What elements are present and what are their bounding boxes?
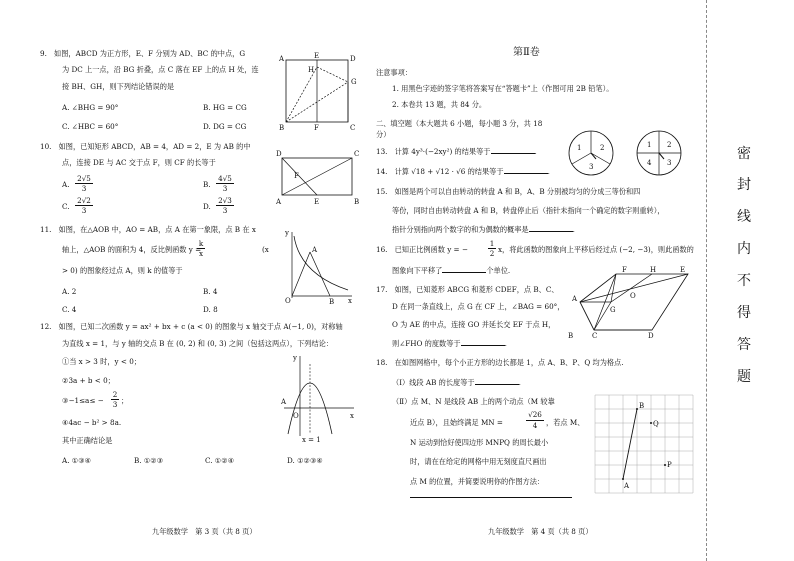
section-title: 第Ⅱ卷 [513, 47, 540, 58]
q12-s4: ④4ac − b² > 8a. [62, 418, 122, 427]
seal-char-2: 封 [737, 177, 751, 193]
q11-line2b: (x [262, 245, 269, 254]
seal-dashed-line [706, 0, 707, 561]
fig17-label-c: C [592, 332, 598, 340]
fig10-label-a: A [276, 198, 282, 206]
q11-k-den: x [198, 249, 204, 258]
q16-line2: 图象向下平移了 个单位. [392, 266, 511, 275]
q12-s1: ①当 x > 3 时，y < 0； [62, 357, 141, 366]
notice-title: 注意事项： [376, 68, 412, 77]
q16-line1b: x，将此函数的图象向上平移后经过点 (−2, −3)，则此函数的 [498, 245, 694, 254]
fig12-label-x: x [350, 412, 354, 420]
q11-option-a: A. 2 [62, 287, 77, 296]
q12-option-c: C. ①②④ [205, 456, 235, 465]
fig12-label-y: y [293, 354, 297, 362]
fig9-square [278, 52, 368, 132]
left-footer: 九年级数学 第 3 页（共 8 页） [152, 527, 257, 536]
section2-heading-a: 二、填空题（本大题共 6 小题，每小题 3 分，共 18 [376, 119, 543, 128]
fig12-label-x1: x = 1 [302, 436, 321, 444]
spinner-b-3: 3 [667, 159, 672, 167]
spinner-a-1: 1 [577, 144, 582, 152]
q10-option-a: A. [62, 180, 70, 189]
spinner-a-3: 3 [589, 163, 594, 171]
fig17-rhombi [568, 266, 693, 341]
q11-line3: > 0) 的图象经过点 A，则 k 的值等于 [62, 266, 183, 275]
spinner-b-2: 2 [667, 141, 672, 149]
fig9-label-a: A [279, 55, 285, 63]
fig10-label-f: F [294, 172, 299, 180]
q9-option-b: B. HG = CG [203, 103, 247, 112]
fig17-label-h: H [650, 266, 657, 274]
q16-den: 2 [489, 249, 495, 258]
q18-line6: 时，请在在给定的网格中用无刻度直尺画出 [410, 457, 547, 466]
q11-option-c: C. 4 [62, 305, 77, 314]
q18-line1: 18. 在如图网格中，每个小正方形的边长都是 1，点 A、B、P、Q 均为格点. [376, 358, 624, 367]
q11-option-d: D. 8 [203, 305, 218, 314]
q18-line4b: ，若点 M、 [546, 418, 585, 427]
q15-line2: 等份，同时自由转动转盘 A 和 B，转盘停止后（指针未指向一个确定的数字则重转）， [392, 206, 665, 215]
q10-option-b: B. [203, 180, 211, 189]
q18-mn-den: 4 [532, 421, 538, 430]
section2-heading-b: 分） [376, 130, 391, 139]
seal-char-1: 密 [737, 146, 751, 162]
fig11-label-o: O [285, 297, 291, 305]
grid-label-p: P [667, 461, 672, 469]
q18-line5: N 运动到恰好使四边形 MNPQ 的周长最小 [410, 438, 549, 447]
fig17-label-b: B [568, 332, 574, 340]
q9-line1: 9. 如图，ABCD 为正方形，E、F 分别为 AD、BC 的中点，G [40, 49, 246, 58]
fig12-label-a: A [281, 398, 287, 406]
q9-option-a: A. ∠BHG = 90° [62, 103, 119, 112]
fig17-label-f: F [622, 266, 627, 274]
spinner-b-4: 4 [647, 159, 652, 167]
q12-option-b: B. ①②③ [134, 456, 164, 465]
right-footer: 九年级数学 第 4 页（共 8 页） [488, 527, 593, 536]
q12-s3b: ； [121, 396, 129, 405]
spinner-a [566, 128, 616, 178]
fig10-label-d: D [276, 150, 282, 158]
q17-line4: 则∠FHO 的度数等于 . [392, 339, 507, 348]
q10-option-d: D. [203, 202, 211, 211]
q11-option-b: B. 4 [203, 287, 218, 296]
q17-line3: O 为 AE 的中点，连接 GO 并延长交 EF 于点 H， [392, 320, 556, 329]
q10-b-num: 4√5 [218, 174, 232, 183]
seal-char-4: 内 [737, 241, 751, 257]
fig10-rectangle [272, 148, 362, 208]
q14: 14. 计算 √18 + √12 · √6 的结果等于 . [376, 167, 550, 176]
q11-line2a: 轴上，△AOB 的面积为 4，反比例函数 y = [62, 245, 202, 254]
grid-label-a: A [624, 482, 630, 490]
q12-line2: 为直线 x = 1，与 y 轴的交点 B 在 (0, 2) 和 (0, 3) 之间（包括这两点），下列结论： [62, 339, 334, 348]
q17-line2: D 在同一条直线上，点 G 在 CF 上，∠BAG = 60°， [392, 302, 565, 311]
q18-mn-num: √26 [528, 410, 542, 419]
q10-c-num: 2√2 [77, 196, 91, 205]
fig9-label-f: F [314, 124, 319, 132]
q10-option-c: C. [62, 202, 70, 211]
q18-line3: （Ⅱ）点 M、N 是线段 AB 上的两个动点（M 较靠 [392, 397, 555, 406]
fig17-label-e: E [680, 266, 686, 274]
fig9-label-g: G [351, 78, 357, 86]
seal-char-6: 得 [737, 305, 751, 321]
fig10-label-b: B [354, 198, 360, 206]
q9-option-c: C. ∠HBC = 60° [62, 122, 119, 131]
q12-s2: ②3a + b < 0； [62, 376, 115, 385]
seal-char-3: 线 [737, 209, 751, 225]
q12-s3a: ③−1≤a≤ − [62, 396, 104, 405]
q13: 13. 计算 4y³·(−2xy²) 的结果等于 . [376, 147, 537, 156]
fig17-label-a: A [572, 295, 578, 303]
fig9-label-b: B [279, 124, 285, 132]
fig17-label-d: D [648, 332, 654, 340]
fig11-label-a: A [312, 246, 318, 254]
q11-line1: 11. 如图，在△AOB 中，AO = AB，点 A 在第一象限，点 B 在 x [40, 225, 256, 234]
q10-line1: 10. 如图，已知矩形 ABCD，AB = 4，AD = 2，E 为 AB 的中 [40, 142, 251, 151]
q9-option-d: D. DG = CG [203, 122, 247, 131]
seal-char-8: 题 [737, 369, 751, 385]
spinner-b-1: 1 [647, 141, 652, 149]
q18-line2: （Ⅰ）线段 AB 的长度等于 . [392, 378, 521, 387]
fig11-label-x: x [348, 297, 352, 305]
q10-d-den: 3 [222, 206, 228, 215]
notice-1: 1. 用黑色字迹的签字笔将答案写在“答题卡”上（作图可用 2B 铅笔）。 [392, 84, 614, 93]
grid-label-b: B [639, 402, 645, 410]
fig12-parabola [280, 352, 360, 442]
q15-line3: 指针分别指向两个数字的和为偶数的概率是 . [392, 225, 575, 234]
q12-option-d: D. ①②③④ [287, 456, 323, 465]
q12-s3-den: 3 [112, 400, 118, 409]
fig9-label-e: E [314, 52, 320, 60]
seal-char-7: 答 [737, 337, 751, 353]
q9-line2: 为 DC 上一点，沿 BG 折叠，点 C 落在 EF 上的点 H 处，连 [62, 65, 259, 74]
q15-line1: 15. 如图是两个可以自由转动的转盘 A 和 B，A、B 分别被均匀的分成三等份和四 [376, 187, 641, 196]
q10-line2: 点，连接 DE 与 AC 交于点 F，则 CF 的长等于 [62, 158, 216, 167]
q18-answer-line [410, 497, 572, 498]
spinner-a-2: 2 [600, 144, 605, 152]
fig11-label-b: B [329, 298, 335, 306]
seal-char-5: 不 [737, 273, 751, 289]
q18-line7: 点 M 的位置，并简要说明你的作图方法： [410, 477, 545, 486]
fig12-label-o: O [293, 412, 299, 420]
q10-c-den: 3 [81, 206, 87, 215]
grid-label-q: Q [653, 420, 659, 428]
notice-2: 2. 本卷共 13 题，共 84 分。 [392, 100, 487, 109]
q16-line1a: 16. 已知正比例函数 y = − [376, 245, 468, 254]
fig9-label-c: C [350, 124, 356, 132]
fig17-label-o: O [630, 292, 636, 300]
q12-s3-num: 2 [112, 390, 118, 399]
q11-k-num: k [198, 239, 204, 248]
fig11-graph [282, 226, 357, 306]
q12-option-a: A. ①③④ [62, 456, 92, 465]
spinner-b [634, 128, 684, 178]
q18-grid [590, 392, 700, 497]
fig10-label-e: E [314, 198, 320, 206]
q12-s5: 其中正确结论是 [62, 436, 113, 445]
q10-a-num: 2√5 [77, 174, 91, 183]
q12-line1: 12. 如图，已知二次函数 y = ax² + bx + c (a < 0) 的图象与 x 轴交于点 A(−1, 0)，对称轴 [40, 322, 343, 331]
q16-num: 1 [489, 239, 495, 248]
fig9-label-d: D [350, 55, 356, 63]
fig9-label-h: H [308, 66, 315, 74]
q10-d-num: 2√3 [218, 196, 232, 205]
fig17-label-g: G [610, 306, 616, 314]
fig11-label-y: y [285, 229, 289, 237]
q10-b-den: 3 [222, 184, 228, 193]
fig10-label-c: C [354, 150, 360, 158]
q17-line1: 17. 如图，已知菱形 ABCG 和菱形 CDEF，点 B、C、 [376, 285, 559, 294]
q10-a-den: 3 [81, 184, 87, 193]
q9-line3: 接 BH、GH，则下列结论错误的是 [62, 82, 175, 91]
q18-line4a: 近点 B），且始终满足 MN = [410, 418, 503, 427]
